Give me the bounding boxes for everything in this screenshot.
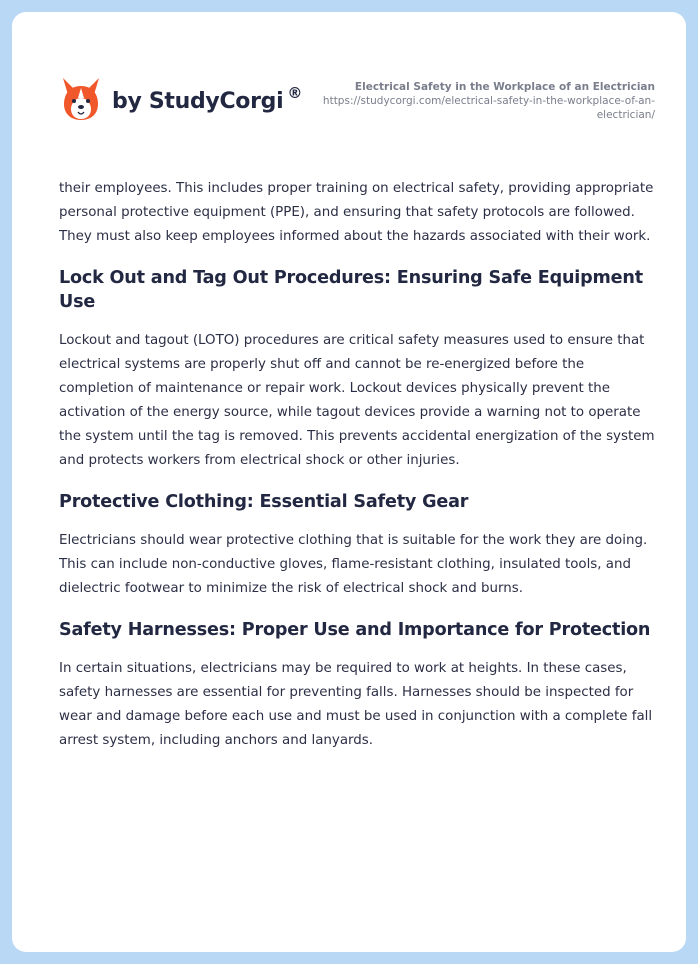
intro-paragraph: their employees. This includes proper training on electrical safety, providing appropriate personal protective equipment (PPE), and ensuring that safety protocols are followed. They must also keep employees informed about the hazards associated with their work.: [59, 181, 654, 244]
section-text-safety-harnesses: In certain situations, electricians may be required to work at heights. In these cases, safety harnesses are essential for preventing falls. Harnesses should be inspected for wear and damage before each use and must be used in conjunction with a complete fall arrest system, including anchors and lanyards.: [59, 661, 653, 748]
page-header: [12, 12, 686, 152]
studycorgi-logo[interactable]: [60, 76, 302, 122]
registered-mark: ®: [287, 83, 303, 102]
section-heading-loto: Lock Out and Tag Out Procedures: Ensuring Safe Equipment Use: [59, 268, 643, 312]
section-heading-protective-clothing: Protective Clothing: Essential Safety Gear: [59, 492, 469, 512]
article-body: [59, 177, 655, 753]
section-heading-safety-harnesses: Safety Harnesses: Proper Use and Importance for Protection: [59, 620, 651, 640]
document-info: [295, 80, 655, 122]
section-text-protective-clothing: Electricians should wear protective clothing that is suitable for the work they are doing. This can include non-conductive gloves, flame-resistant clothing, insulated tools, and dielectric footwear to minimize the risk of electrical shock and burns.: [59, 533, 648, 596]
corgi-icon: [60, 76, 102, 122]
document-title: Electrical Safety in the Workplace of an Electrician: [354, 81, 655, 93]
section-text-loto: Lockout and tagout (LOTO) procedures are critical safety measures used to ensure that electrical systems are properly shut off and cannot be re-energized before the completion of maintenance or repair work. Lockout devices physically prevent the activation of the energy source, while tagout devices provide a warning not to operate the system until the tag is removed. This prevents accidental energization of the system and protects workers from electrical shock or other injuries.: [59, 333, 655, 468]
brand-name: by StudyCorgi ®: [112, 83, 303, 114]
document-url[interactable]: https://studycorgi.com/electrical-safety-in-the-workplace-of-an-electrician/: [322, 95, 655, 121]
document-page: [12, 12, 686, 952]
